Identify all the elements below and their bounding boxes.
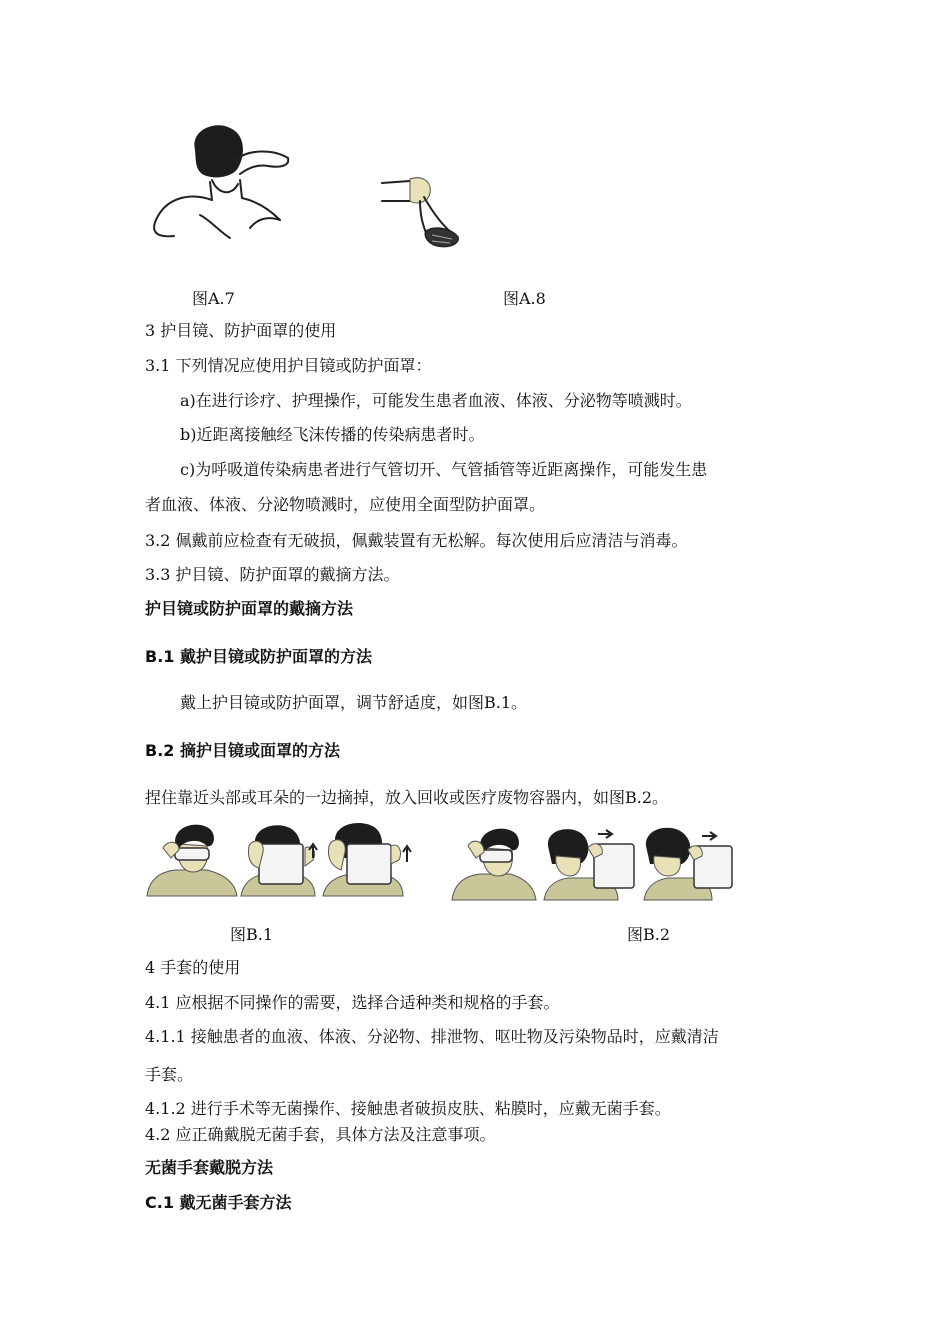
paragraph-4-1: 4.1 应根据不同操作的需要，选择合适种类和规格的手套。 xyxy=(145,993,560,1012)
paragraph-3-1: 3.1 下列情况应使用护目镜或防护面罩： xyxy=(145,356,432,375)
paragraph-4-1-1-line1: 4.1.1 接触患者的血液、体液、分泌物、排泄物、呕吐物及污染物品时，应戴清洁 xyxy=(145,1027,719,1046)
figure-a8-caption: 图A.8 xyxy=(503,289,546,308)
figure-b2-illustration xyxy=(448,822,738,902)
figure-b2-caption: 图B.2 xyxy=(627,925,671,944)
section-3-heading: 3 护目镜、防护面罩的使用 xyxy=(145,321,337,340)
figure-a8-illustration xyxy=(380,175,470,255)
paragraph-4-2: 4.2 应正确戴脱无菌手套，具体方法及注意事项。 xyxy=(145,1125,496,1144)
list-item-b: b)近距离接触经飞沫传播的传染病患者时。 xyxy=(180,425,485,444)
section-4-heading: 4 手套的使用 xyxy=(145,958,241,977)
b2-text: 捏住靠近头部或耳朵的一边摘掉，放入回收或医疗废物容器内，如图B.2。 xyxy=(145,788,669,807)
paragraph-3-3: 3.3 护目镜、防护面罩的戴摘方法。 xyxy=(145,565,400,584)
list-item-c-line2: 者血液、体液、分泌物喷溅时，应使用全面型防护面罩。 xyxy=(145,495,546,514)
appendix-c-title: 无菌手套戴脱方法 xyxy=(145,1158,274,1177)
c1-heading: C.1 戴无菌手套方法 xyxy=(145,1193,292,1212)
list-item-c-line1: c)为呼吸道传染病患者进行气管切开、气管插管等近距离操作，可能发生患 xyxy=(180,460,708,479)
appendix-b-title: 护目镜或防护面罩的戴摘方法 xyxy=(145,599,354,618)
paragraph-3-2: 3.2 佩戴前应检查有无破损，佩戴装置有无松解。每次使用后应清洁与消毒。 xyxy=(145,531,688,550)
list-item-a: a)在进行诊疗、护理操作，可能发生患者血液、体液、分泌物等喷溅时。 xyxy=(180,391,692,410)
figure-a7-caption: 图A.7 xyxy=(192,289,235,308)
b1-text: 戴上护目镜或防护面罩，调节舒适度，如图B.1。 xyxy=(180,693,528,712)
figure-b1-caption: 图B.1 xyxy=(230,925,274,944)
paragraph-4-1-2: 4.1.2 进行手术等无菌操作、接触患者破损皮肤、粘膜时，应戴无菌手套。 xyxy=(145,1099,671,1118)
figure-b1-illustration xyxy=(145,818,417,898)
paragraph-4-1-1-line2: 手套。 xyxy=(145,1065,194,1084)
b1-heading: B.1 戴护目镜或防护面罩的方法 xyxy=(145,647,372,666)
figure-a7-illustration xyxy=(140,120,300,250)
b2-heading: B.2 摘护目镜或面罩的方法 xyxy=(145,741,340,760)
